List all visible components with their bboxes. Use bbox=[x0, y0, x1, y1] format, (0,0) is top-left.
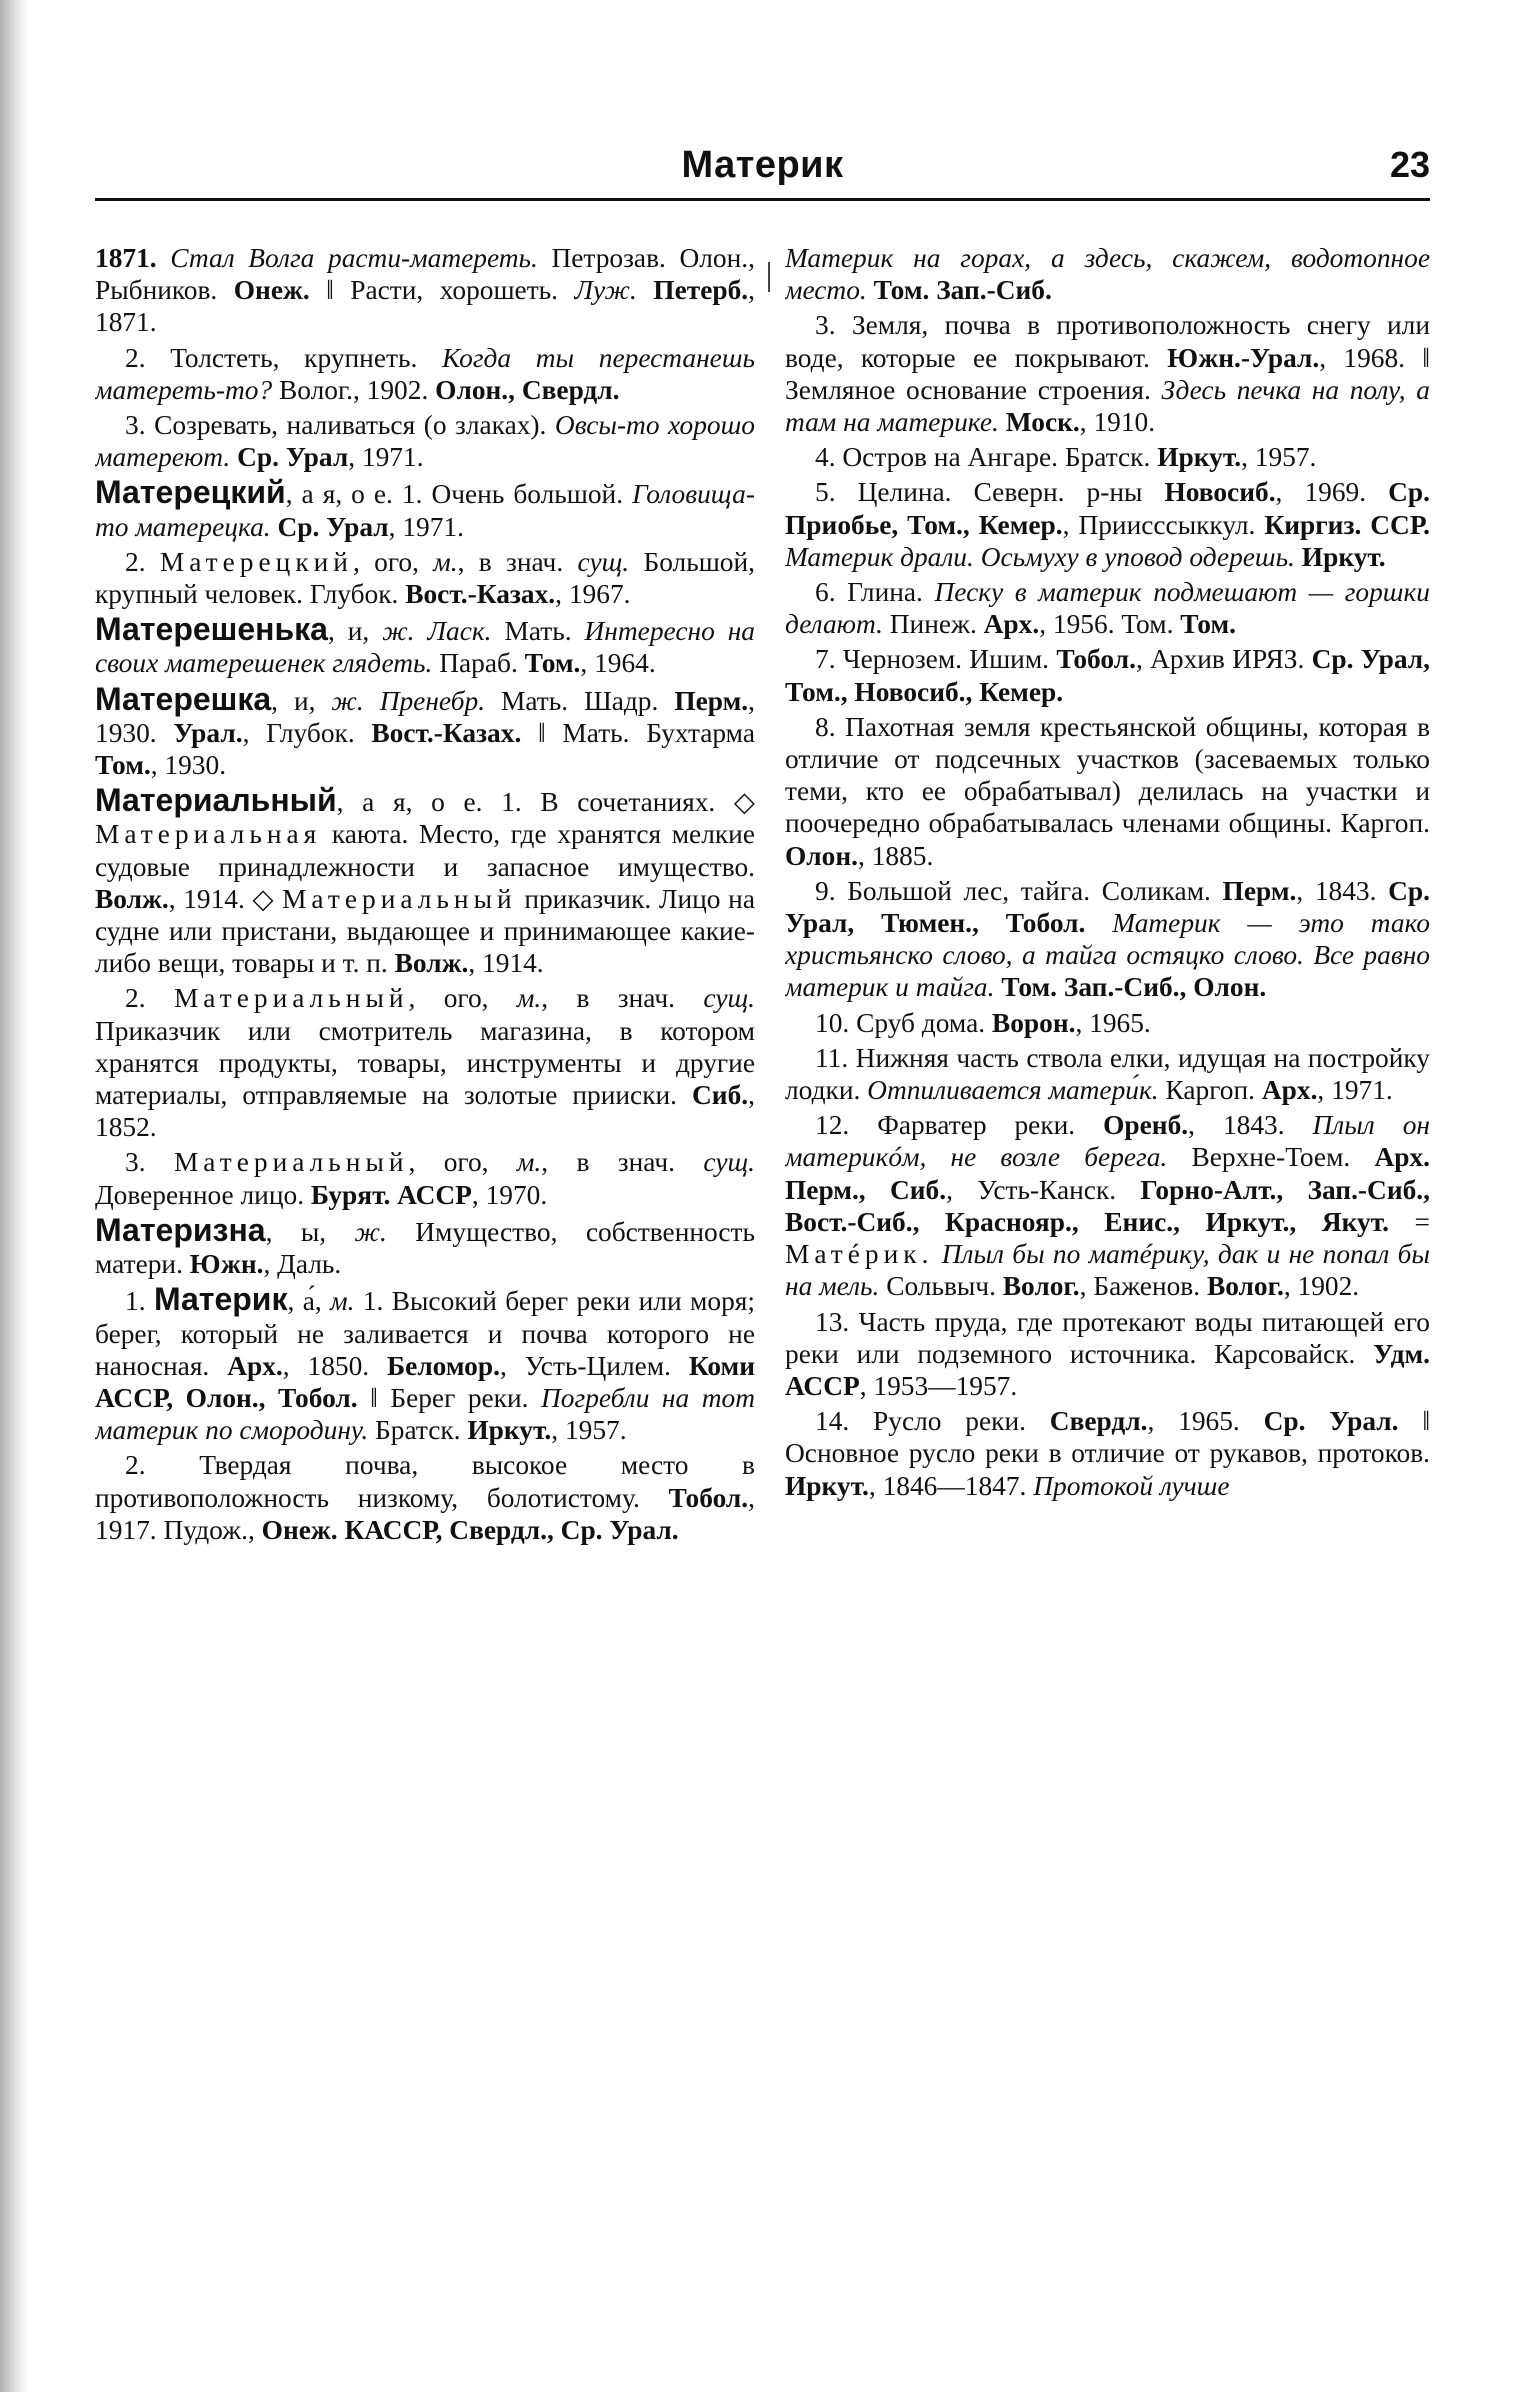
entry-text: Параб. bbox=[432, 648, 525, 679]
running-head-title: Материк bbox=[681, 144, 844, 186]
page-binding-shadow bbox=[0, 0, 28, 2392]
entry-text: Материк — это тако христьянско слово, а тайга остяцко слово. Все равно материк и тайга. bbox=[785, 908, 1430, 1003]
entry-text: Песку в материк подмешают — горшки делают. bbox=[785, 577, 1430, 640]
entry-text: Когда ты перестанешь матереть-то? bbox=[95, 342, 755, 405]
entry-text: Протокой лучше bbox=[1033, 1470, 1230, 1501]
entry-text: Новосиб. bbox=[1164, 477, 1276, 508]
entry-text: 6. Глина. bbox=[815, 577, 935, 608]
dictionary-paragraph bbox=[785, 441, 1430, 473]
entry-text: Иркут. bbox=[785, 1470, 869, 1501]
entry-text: Иркут. bbox=[467, 1415, 552, 1446]
entry-text: Арх. bbox=[1261, 1075, 1318, 1106]
entry-text: , 1871. bbox=[95, 275, 755, 338]
entry-text: 2. Толстеть, крупнеть. bbox=[125, 342, 442, 373]
entry-text: Ср. Урал, Том., Новосиб., Кемер. bbox=[785, 644, 1430, 707]
dictionary-paragraph bbox=[785, 711, 1430, 872]
entry-text bbox=[1295, 542, 1302, 572]
entry-text: , 1930. bbox=[150, 750, 227, 781]
entry-text: Материальный bbox=[282, 883, 517, 914]
entry-text: = bbox=[1388, 1206, 1430, 1237]
entry-text: , в знач. bbox=[457, 546, 578, 577]
entry-text: Сиб. bbox=[692, 1080, 749, 1111]
entry-text: Перм. bbox=[1222, 875, 1297, 906]
dictionary-paragraph bbox=[95, 1146, 755, 1210]
entry-text: м. bbox=[516, 983, 542, 1014]
dictionary-paragraph bbox=[95, 1449, 755, 1546]
entry-text: , 1914. bbox=[468, 948, 544, 979]
dictionary-paragraph bbox=[785, 1306, 1430, 1403]
entry-text: сущ. bbox=[703, 1147, 755, 1178]
entry-text: Петрозав. Олон., Рыбников. bbox=[95, 243, 755, 306]
entry-text: Тобол. bbox=[668, 1482, 749, 1513]
entry-text: м. bbox=[330, 1286, 355, 1317]
entry-text: , в знач. bbox=[541, 1147, 704, 1178]
entry-text: 2. bbox=[125, 546, 160, 577]
entry-text: Арх. bbox=[227, 1350, 283, 1381]
entry-text: , 1917. Пудож., bbox=[95, 1482, 755, 1545]
entry-text: Материальный bbox=[173, 1147, 409, 1178]
entry-text: Имущество, собственность матери. bbox=[95, 1216, 755, 1280]
entry-text: Братск. bbox=[368, 1415, 468, 1446]
entry-text: Иркут. bbox=[1301, 541, 1386, 572]
entry-text: 3. bbox=[125, 1147, 174, 1178]
entry-text: , 1914. ◇ bbox=[168, 883, 283, 914]
column-divider-mark bbox=[768, 262, 770, 292]
entry-text: Удм. АССР bbox=[785, 1338, 1430, 1401]
entry-text: Том. Зап.-Сиб. bbox=[873, 275, 1052, 306]
left-column bbox=[95, 242, 755, 2352]
entry-text: 11. Нижняя часть ствола елки, идущая на постройку лодки. bbox=[785, 1042, 1430, 1106]
entry-text: Здесь печка на полу, а там на материке. bbox=[785, 374, 1430, 438]
headword: Материзна bbox=[95, 1211, 266, 1248]
entry-text: Урал. bbox=[173, 717, 243, 748]
entry-text: , а́, bbox=[287, 1286, 331, 1317]
dictionary-paragraph bbox=[785, 875, 1430, 1004]
entry-text: , 1971. bbox=[348, 442, 424, 473]
entry-text: , 1885. bbox=[858, 840, 934, 871]
entry-text: , 1953—1957. bbox=[859, 1370, 1018, 1401]
entry-text: сущ. bbox=[577, 546, 630, 577]
entry-text: Доверенное лицо. bbox=[95, 1179, 311, 1210]
entry-text: Киргиз. ССР. bbox=[1264, 509, 1430, 540]
entry-text: Сольвыч. bbox=[879, 1271, 1003, 1302]
entry-text: , 1850. bbox=[282, 1350, 388, 1381]
entry-text: ‖ Основное русло реки в отличие от рукавов, протоков. bbox=[785, 1406, 1430, 1469]
running-header bbox=[95, 140, 1430, 200]
dictionary-paragraph bbox=[95, 409, 755, 473]
dictionary-paragraph bbox=[785, 643, 1430, 707]
entry-text: Арх. bbox=[983, 609, 1040, 640]
entry-text: , 1843. bbox=[1188, 1110, 1313, 1141]
entry-text: Том. Зап.-Сиб., Олон. bbox=[1001, 972, 1267, 1003]
entry-text: Бурят. АССР bbox=[310, 1179, 472, 1210]
entry-text: сущ. bbox=[703, 983, 755, 1014]
dictionary-paragraph bbox=[95, 1211, 755, 1280]
dictionary-paragraph bbox=[95, 1283, 755, 1446]
entry-text: м. bbox=[516, 1147, 542, 1178]
headword: Материк bbox=[153, 1281, 288, 1318]
entry-text bbox=[637, 275, 653, 305]
dictionary-paragraph bbox=[95, 242, 755, 339]
headword: Матерешка bbox=[95, 680, 272, 717]
entry-text: 3. Созревать, наливаться (о злаках). bbox=[125, 410, 555, 441]
entry-text: ‖ Расти, хорошеть. bbox=[309, 275, 575, 306]
entry-text: Южн.-Урал. bbox=[1167, 342, 1320, 373]
entry-text: Пинеж. bbox=[882, 609, 984, 640]
entry-text: ж. Пренебр. bbox=[331, 685, 486, 716]
entry-text: , 1846—1847. bbox=[868, 1470, 1034, 1501]
entry-text: ‖ Мать. Бухтарма bbox=[521, 717, 755, 748]
entry-text: Каргоп. bbox=[1158, 1075, 1262, 1106]
entry-text: Оренб. bbox=[1103, 1110, 1189, 1141]
entry-text: , 1965. bbox=[1075, 1007, 1151, 1038]
entry-text: Материальная bbox=[95, 819, 322, 850]
entry-text: Олон. bbox=[785, 840, 858, 871]
dictionary-paragraph bbox=[785, 309, 1430, 438]
entry-text: , ого, bbox=[408, 983, 517, 1014]
entry-text: , Архив ИРЯЗ. bbox=[1135, 644, 1312, 675]
entry-text: 5. Целина. Северн. р-ны bbox=[815, 477, 1165, 508]
entry-text: 10. Сруб дома. bbox=[815, 1007, 992, 1038]
entry-text: Стал Волга расти-матереть. bbox=[170, 243, 538, 273]
entry-text: Большой, крупный человек. Глубок. bbox=[95, 546, 755, 610]
entry-text: Ср. Урал bbox=[237, 442, 349, 473]
entry-text: 14. Русло реки. bbox=[815, 1406, 1050, 1437]
entry-text: , 1843. bbox=[1296, 875, 1389, 906]
entry-text: Ср. Урал, Тюмен., Тобол. bbox=[785, 875, 1430, 939]
entry-text: 4. Остров на Ангаре. Братск. bbox=[815, 442, 1158, 473]
dictionary-paragraph bbox=[95, 982, 755, 1143]
entry-text: ‖ Берег реки. bbox=[357, 1382, 542, 1413]
entry-text: Мать. bbox=[491, 616, 585, 647]
dictionary-paragraph bbox=[785, 1042, 1430, 1106]
entry-text: , 1965. bbox=[1147, 1406, 1264, 1437]
entry-text: , Усть-Канск. bbox=[946, 1174, 1141, 1205]
entry-text: Матéрик. bbox=[785, 1239, 934, 1270]
entry-text bbox=[933, 1239, 941, 1269]
entry-text: Отпиливается матери́к. bbox=[867, 1075, 1159, 1106]
dictionary-paragraph bbox=[95, 342, 755, 406]
entry-text: , 1971. bbox=[388, 511, 464, 542]
entry-text: Вост.-Казах. bbox=[405, 579, 556, 610]
entry-text: , 1969. bbox=[1275, 477, 1389, 508]
entry-text: 8. Пахотная земля крестьянской общины, которая в отличие от подсечных участков (засеваемых только теми, кто ее обрабатывал) делилась на участки и поочередно обрабатывалась членами общины. Каргоп. bbox=[785, 711, 1430, 839]
headword: Материальный bbox=[95, 782, 337, 819]
entry-text: , Приисссыккул. bbox=[1062, 509, 1265, 540]
entry-text: Волж. bbox=[95, 883, 169, 914]
dictionary-paragraph bbox=[95, 784, 755, 979]
entry-text: Ср. Урал bbox=[277, 511, 389, 542]
entry-text: , 1957. bbox=[551, 1415, 627, 1446]
dictionary-paragraph bbox=[785, 476, 1430, 573]
entry-text: Вост.-Казах. bbox=[371, 717, 522, 748]
entry-text: Ср. Урал. bbox=[1263, 1406, 1399, 1437]
entry-text: Перм. bbox=[674, 685, 749, 716]
entry-text: , ого, bbox=[352, 546, 434, 577]
entry-text: Свердл. bbox=[1049, 1406, 1148, 1437]
entry-text: Иркут. bbox=[1157, 442, 1242, 473]
entry-text: Погребли на тот материк по смородину. bbox=[95, 1382, 755, 1446]
entry-text: Волог., 1902. bbox=[272, 374, 436, 405]
entry-text: Петерб. bbox=[653, 275, 749, 306]
entry-text: 1. bbox=[125, 1286, 154, 1317]
entry-text: Волж. bbox=[394, 948, 469, 979]
entry-text: 3. Земля, почва в противоположность снегу или воде, которые ее покрывают. bbox=[785, 310, 1430, 373]
entry-text: , Баженов. bbox=[1079, 1271, 1207, 1302]
headword: Матерешенька bbox=[95, 611, 328, 648]
dictionary-paragraph bbox=[95, 680, 755, 782]
entry-text: , 1968. ‖ Земляное основание строения. bbox=[785, 342, 1430, 405]
entry-text: Коми АССР, Олон., Тобол. bbox=[95, 1350, 755, 1413]
entry-text: , 1957. bbox=[1241, 442, 1317, 473]
entry-text: Ворон. bbox=[991, 1007, 1076, 1038]
entry-text: Плыл он материкóм, не возле берега. bbox=[785, 1110, 1430, 1173]
entry-text: 2. bbox=[125, 983, 174, 1014]
entry-text: Онеж. КАССР, Свердл., Ср. Урал. bbox=[261, 1514, 679, 1545]
entry-text: 7. Чернозем. Ишим. bbox=[815, 644, 1057, 675]
entry-text: 2. Твердая почва, высокое место в противоположность низкому, болотистому. bbox=[95, 1450, 755, 1513]
entry-text: Тобол. bbox=[1056, 644, 1136, 675]
entry-text: Онеж. bbox=[233, 275, 310, 306]
entry-text: Приказчик или смотритель магазина, в котором хранятся продукты, товары, инструменты и другие материалы, отправляемые на золотые прииски. bbox=[95, 1015, 755, 1111]
entry-text: Беломор. bbox=[387, 1350, 500, 1381]
dictionary-paragraph bbox=[785, 576, 1430, 640]
entry-text: Южн. bbox=[189, 1249, 264, 1280]
entry-text: 1. Высокий берег реки или моря; берег, который не заливается и почва которого не наносная. bbox=[95, 1286, 755, 1381]
entry-text: , ого, bbox=[408, 1147, 517, 1178]
entry-text: Моск. bbox=[1005, 407, 1080, 438]
entry-text: Волог. bbox=[1002, 1271, 1080, 1302]
dictionary-paragraph bbox=[95, 613, 755, 679]
dictionary-paragraph bbox=[785, 1007, 1430, 1039]
entry-text: , и, bbox=[327, 616, 383, 647]
entry-text: , 1910. bbox=[1079, 407, 1156, 438]
right-column bbox=[785, 242, 1430, 2352]
entry-text: Том. bbox=[1180, 609, 1236, 640]
entry-text: Плыл бы по матéрику, дак и не попал бы на мель. bbox=[785, 1239, 1430, 1302]
entry-text: 1871. bbox=[95, 243, 171, 273]
entry-text: Интересно на своих матерешенек глядеть. bbox=[95, 616, 755, 679]
entry-text: , Усть-Цилем. bbox=[499, 1350, 689, 1381]
entry-text: Овсы-то хорошо матереют. bbox=[95, 410, 755, 473]
entry-text: , 1902. bbox=[1283, 1271, 1360, 1302]
entry-text: , 1964. bbox=[580, 648, 656, 679]
dictionary-paragraph bbox=[785, 242, 1430, 306]
dictionary-paragraph bbox=[785, 1109, 1430, 1302]
entry-text: м. bbox=[433, 546, 458, 577]
entry-text: Матерецкий bbox=[159, 546, 353, 577]
entry-text bbox=[999, 407, 1006, 437]
entry-text: , 1852. bbox=[95, 1080, 755, 1143]
entry-text: Ср. Приобье, Том., Кемер. bbox=[785, 477, 1430, 540]
entry-text: , 1930. bbox=[95, 685, 755, 748]
header-rule bbox=[95, 198, 1430, 201]
entry-text: , 1971. bbox=[1317, 1075, 1393, 1106]
entry-text: , и, bbox=[271, 685, 332, 716]
entry-text: каюта. Место, где хранятся мелкие судовые принадлежности и запасное имущество. bbox=[95, 819, 755, 882]
entry-text: , а я, о е. 1. В сочетаниях. ◇ bbox=[336, 787, 755, 818]
entry-text: Том. bbox=[524, 648, 581, 679]
entry-text: , Глубок. bbox=[242, 717, 372, 748]
entry-text: , в знач. bbox=[541, 983, 704, 1014]
entry-text: Головища-то матерецка. bbox=[95, 479, 755, 542]
entry-text bbox=[867, 275, 874, 305]
entry-text: Луж. bbox=[574, 275, 637, 306]
entry-text: Волог. bbox=[1206, 1271, 1284, 1302]
dictionary-paragraph bbox=[95, 546, 755, 610]
entry-text bbox=[271, 512, 278, 542]
entry-text: 9. Большой лес, тайга. Соликам. bbox=[815, 875, 1223, 906]
entry-text: Горно-Алт., Зап.-Сиб., Вост.-Сиб., Краснояр., Енис., Иркут., Якут. bbox=[785, 1174, 1430, 1237]
headword: Матерецкий bbox=[95, 474, 286, 511]
entry-text: ж. bbox=[354, 1216, 387, 1247]
entry-text: , ы, bbox=[265, 1216, 355, 1247]
entry-text: Мать. Шадр. bbox=[485, 685, 675, 716]
page-number: 23 bbox=[1389, 144, 1430, 185]
entry-text: приказчик. Лицо на судне или пристани, выдающее и принимающее какие-либо вещи, товары и т. п. bbox=[95, 883, 755, 979]
entry-text: Олон., Свердл. bbox=[435, 374, 620, 405]
entry-text: ж. Ласк. bbox=[382, 616, 492, 647]
entry-text: 13. Часть пруда, где протекают воды питающей его реки или подземного источника. Карсовайск. bbox=[785, 1306, 1430, 1369]
dictionary-paragraph bbox=[95, 476, 755, 542]
entry-text: , а я, о е. 1. Очень большой. bbox=[285, 479, 633, 510]
dictionary-paragraph bbox=[785, 1405, 1430, 1502]
entry-text: Том. bbox=[95, 750, 151, 781]
entry-text: , 1956. Том. bbox=[1039, 609, 1181, 640]
entry-text: Верхне-Тоем. bbox=[1167, 1142, 1375, 1173]
entry-text: 12. Фарватер реки. bbox=[815, 1110, 1104, 1141]
entry-text: , Даль. bbox=[263, 1249, 342, 1280]
entry-text: , 1967. bbox=[555, 579, 631, 610]
entry-text: , 1970. bbox=[471, 1179, 548, 1210]
entry-text: Арх. Перм., Сиб. bbox=[785, 1142, 1430, 1205]
entry-text: Материк драли. Осьмуху в уповод одерешь. bbox=[785, 541, 1295, 572]
entry-text bbox=[1085, 908, 1112, 938]
entry-text: Материк на горах, а здесь, скажем, водотопное место. bbox=[785, 243, 1430, 306]
entry-text: Материальный bbox=[173, 983, 409, 1014]
